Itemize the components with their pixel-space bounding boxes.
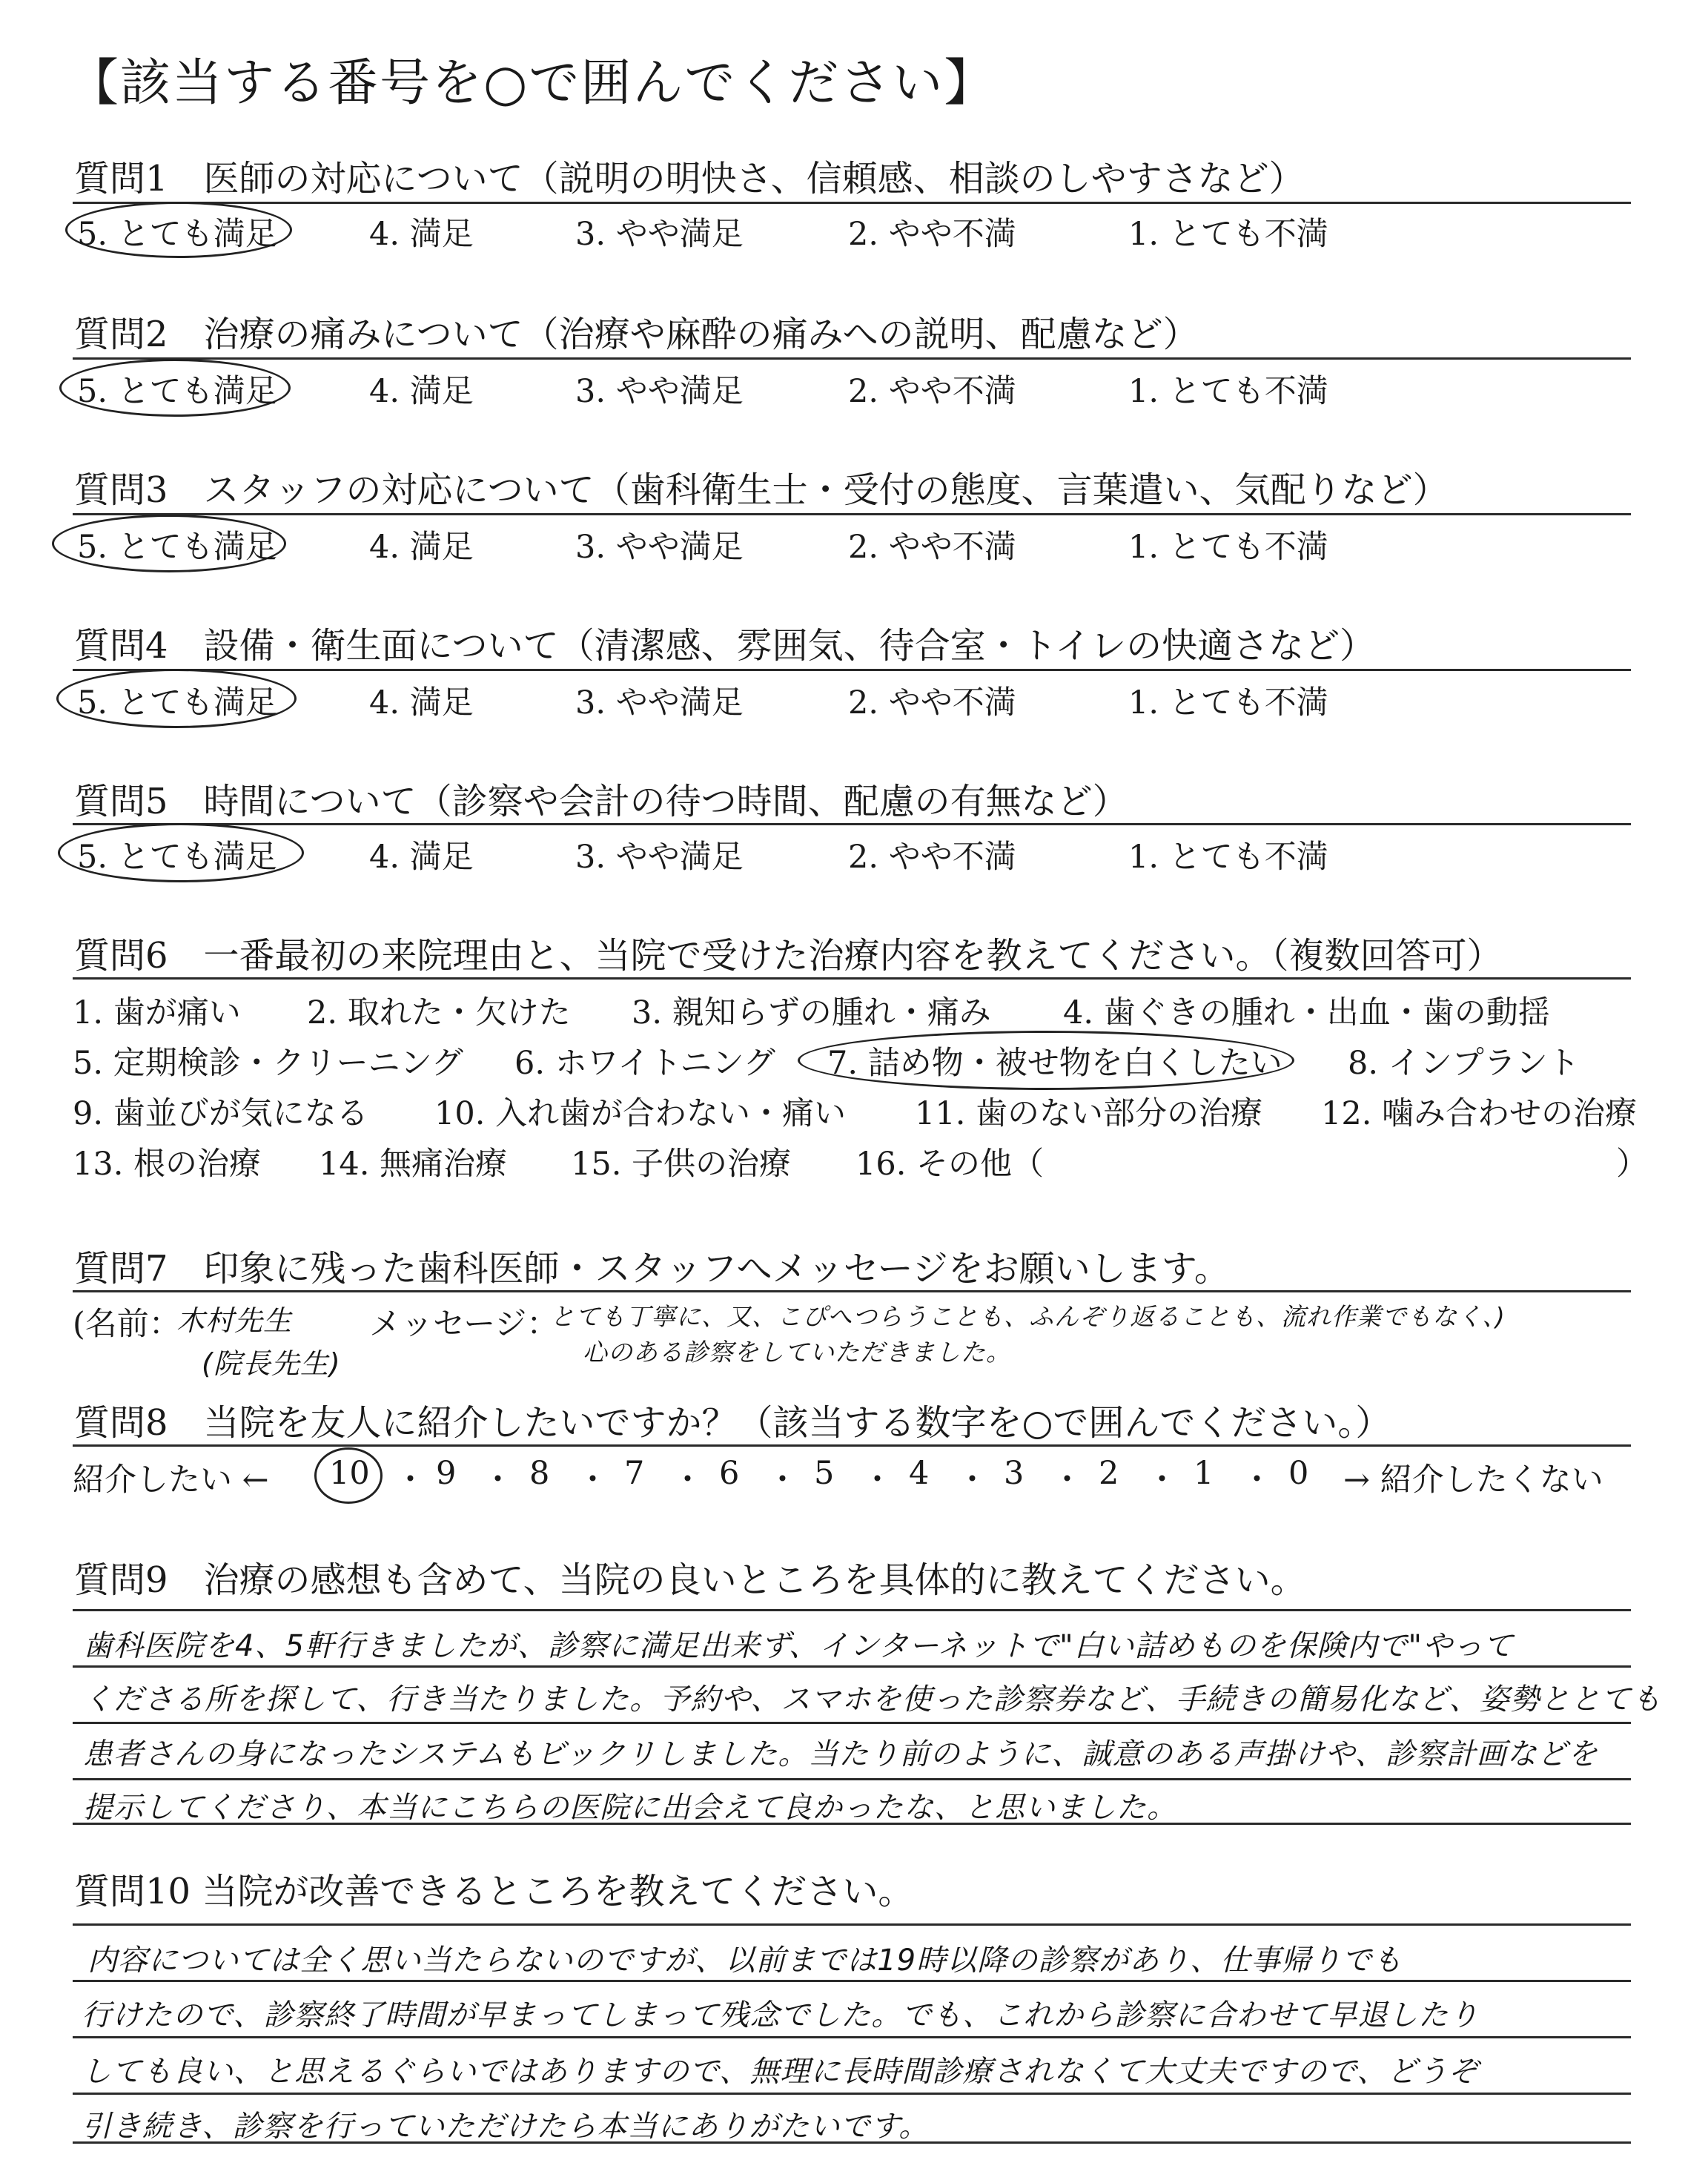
option-2[interactable]: 2. やや不満 [848, 529, 1016, 566]
q6-option-6[interactable]: 6. ホワイトニング [514, 1045, 775, 1082]
question-8-title: 質問8 当院を友人に紹介したいですか？（該当する数字を○で囲んでください。） [74, 1402, 1391, 1444]
question-7-title: 質問7 印象に残った歯科医師・スタッフへメッセージをお願いします。 [74, 1248, 1230, 1289]
question-6-title: 質問6 一番最初の来院理由と、当院で受けた治療内容を教えてください。（複数回答可） [74, 935, 1503, 977]
option-5[interactable]: 5. とても満足 [77, 839, 277, 876]
q6-option-7[interactable]: 7. 詰め物・被せ物を白くしたい [827, 1045, 1282, 1082]
q6-option-12[interactable]: 12. 噛み合わせの治療 [1321, 1095, 1638, 1132]
option-1[interactable]: 1. とても不満 [1128, 373, 1328, 410]
message-line-2: 心のある診察をしていただきました。 [583, 1338, 1011, 1367]
option-3[interactable]: 3. やや満足 [575, 216, 744, 253]
scale-right-label: → 紹介したくない [1343, 1462, 1603, 1499]
question-5-rule [73, 823, 1631, 825]
dot-separator: ・ [394, 1462, 426, 1499]
question-3-rule [73, 513, 1631, 515]
scale-6[interactable]: 6 [719, 1455, 740, 1492]
message-line-1: とても丁寧に、又、こぴへつらうことも、ふんぞり返ることも、流れ作業でもなく、) [550, 1302, 1506, 1331]
answer-line [73, 1665, 1631, 1668]
answer-line-3: 患者さんの身になったシステムもビックリしました。当たり前のように、誠意のある声掛けや、診察計画などを [83, 1737, 1598, 1771]
option-2[interactable]: 2. やや不満 [848, 684, 1016, 721]
answer-line-4: 引き続き、診察を行っていただけたら本当にありがたいです。 [82, 2110, 930, 2144]
q6-option-2[interactable]: 2. 取れた・欠けた [307, 994, 571, 1031]
answer-line [73, 1923, 1631, 1926]
message-label: メッセージ： [369, 1306, 559, 1343]
dot-separator: ・ [672, 1462, 704, 1499]
option-1[interactable]: 1. とても不満 [1128, 216, 1328, 253]
option-4[interactable]: 4. 満足 [369, 216, 474, 253]
q6-option-1[interactable]: 1. 歯が痛い [73, 994, 241, 1031]
q6-option-8[interactable]: 8. インプラント [1348, 1045, 1580, 1082]
question-3-title: 質問3 スタッフの対応について（歯科衛生士・受付の態度、言葉遣い、気配りなど） [74, 469, 1449, 511]
question-2-title: 質問2 治療の痛みについて（治療や麻酔の痛みへの説明、配慮など） [74, 314, 1199, 355]
option-3[interactable]: 3. やや満足 [575, 373, 744, 410]
scale-8[interactable]: 8 [529, 1455, 550, 1492]
scale-1[interactable]: 1 [1194, 1455, 1214, 1492]
q6-option-9[interactable]: 9. 歯並びが気になる [73, 1095, 368, 1132]
answer-line [73, 1609, 1631, 1611]
dot-separator: ・ [861, 1462, 893, 1499]
option-4[interactable]: 4. 満足 [369, 529, 474, 566]
option-3[interactable]: 3. やや満足 [575, 684, 744, 721]
q6-option-15[interactable]: 15. 子供の治療 [571, 1146, 792, 1183]
question-9-title: 質問9 治療の感想も含めて、当院の良いところを具体的に教えてください。 [74, 1559, 1306, 1601]
answer-line [73, 1980, 1631, 1982]
question-5-title: 質問5 時間について（診察や会計の待つ時間、配慮の有無など） [74, 781, 1128, 822]
scale-4[interactable]: 4 [909, 1455, 930, 1492]
scale-7[interactable]: 7 [624, 1455, 645, 1492]
answer-line [73, 2036, 1631, 2038]
option-1[interactable]: 1. とても不満 [1128, 684, 1328, 721]
scale-0[interactable]: 0 [1288, 1455, 1309, 1492]
option-4[interactable]: 4. 満足 [369, 373, 474, 410]
scale-left-label: 紹介したい ← [73, 1462, 269, 1499]
scale-10[interactable]: 10 [329, 1455, 370, 1492]
answer-line-3: しても良い、と思えるぐらいではありますので、無理に長時間診療されなくて大丈夫ですので、どうぞ [82, 2055, 1479, 2089]
option-4[interactable]: 4. 満足 [369, 839, 474, 876]
dot-separator: ・ [1051, 1462, 1083, 1499]
answer-line-1: 歯科医院を4、5軒行きましたが、診察に満足出来ず、インターネットで"白い詰めものを保険内で"やって [83, 1629, 1514, 1663]
q6-option-13[interactable]: 13. 根の治療 [73, 1146, 262, 1183]
question-4-title: 質問4 設備・衛生面について（清潔感、雰囲気、待合室・トイレの快適さなど） [74, 625, 1376, 667]
answer-line-2: くださる所を探して、行き当たりました。予約や、スマホを使った診察券など、手続きの簡易化など、姿勢ととても [83, 1682, 1662, 1717]
option-5[interactable]: 5. とても満足 [77, 373, 277, 410]
dot-separator: ・ [1241, 1462, 1273, 1499]
question-2-rule [73, 357, 1631, 360]
option-5[interactable]: 5. とても満足 [77, 216, 277, 253]
question-4-rule [73, 669, 1631, 671]
question-10-title: 質問10 当院が改善できるところを教えてください。 [74, 1871, 914, 1912]
q6-option-5[interactable]: 5. 定期検診・クリーニング [73, 1045, 463, 1082]
name-value-2: (院長先生) [202, 1347, 341, 1380]
scale-9[interactable]: 9 [436, 1455, 457, 1492]
option-3[interactable]: 3. やや満足 [575, 529, 744, 566]
dot-separator: ・ [482, 1462, 514, 1499]
option-5[interactable]: 5. とても満足 [77, 529, 277, 566]
q6-option-16[interactable]: 16. その他（ [855, 1146, 1045, 1183]
answer-line-4: 提示してくださり、本当にこちらの医院に出会えて良かったな、と思いました。 [83, 1791, 1177, 1825]
q6-option-14[interactable]: 14. 無痛治療 [319, 1146, 508, 1183]
name-label: (名前： [73, 1306, 181, 1343]
option-3[interactable]: 3. やや満足 [575, 839, 744, 876]
option-2[interactable]: 2. やや不満 [848, 373, 1016, 410]
dot-separator: ・ [767, 1462, 798, 1499]
scale-2[interactable]: 2 [1099, 1455, 1119, 1492]
question-7-rule [73, 1290, 1631, 1292]
option-5[interactable]: 5. とても満足 [77, 684, 277, 721]
scale-3[interactable]: 3 [1004, 1455, 1025, 1492]
name-value: 木村先生 [176, 1304, 293, 1337]
scale-5[interactable]: 5 [814, 1455, 835, 1492]
dot-separator: ・ [577, 1462, 609, 1499]
option-4[interactable]: 4. 満足 [369, 684, 474, 721]
option-2[interactable]: 2. やや不満 [848, 216, 1016, 253]
option-1[interactable]: 1. とても不満 [1128, 839, 1328, 876]
answer-line-2: 行けたので、診察終了時間が早まってしまって残念でした。でも、これから診察に合わせて早退したり [82, 1998, 1480, 2032]
answer-line [73, 2093, 1631, 2095]
dot-separator: ・ [1146, 1462, 1178, 1499]
q6-option-11[interactable]: 11. 歯のない部分の治療 [915, 1095, 1263, 1132]
question-6-rule [73, 977, 1631, 980]
q6-option-10[interactable]: 10. 入れ歯が合わない・痛い [434, 1095, 847, 1132]
option-1[interactable]: 1. とても不満 [1128, 529, 1328, 566]
q6-other-close: ） [1616, 1146, 1648, 1183]
q6-option-4[interactable]: 4. 歯ぐきの腫れ・出血・歯の動揺 [1063, 994, 1550, 1031]
option-2[interactable]: 2. やや不満 [848, 839, 1016, 876]
dot-separator: ・ [956, 1462, 988, 1499]
question-1-title: 質問1 医師の対応について（説明の明快さ、信頼感、相談のしやすさなど） [74, 158, 1305, 199]
page-title: 【該当する番号を○で囲んでください】 [68, 54, 996, 113]
answer-line-1: 内容については全く思い当たらないのですが、以前までは19時以降の診察があり、仕事帰りでも [87, 1943, 1403, 1978]
q6-option-3[interactable]: 3. 親知らずの腫れ・痛み [632, 994, 991, 1031]
answer-line [73, 1722, 1631, 1724]
question-8-rule [73, 1444, 1631, 1447]
answer-line [73, 1778, 1631, 1780]
question-1-rule [73, 202, 1631, 204]
